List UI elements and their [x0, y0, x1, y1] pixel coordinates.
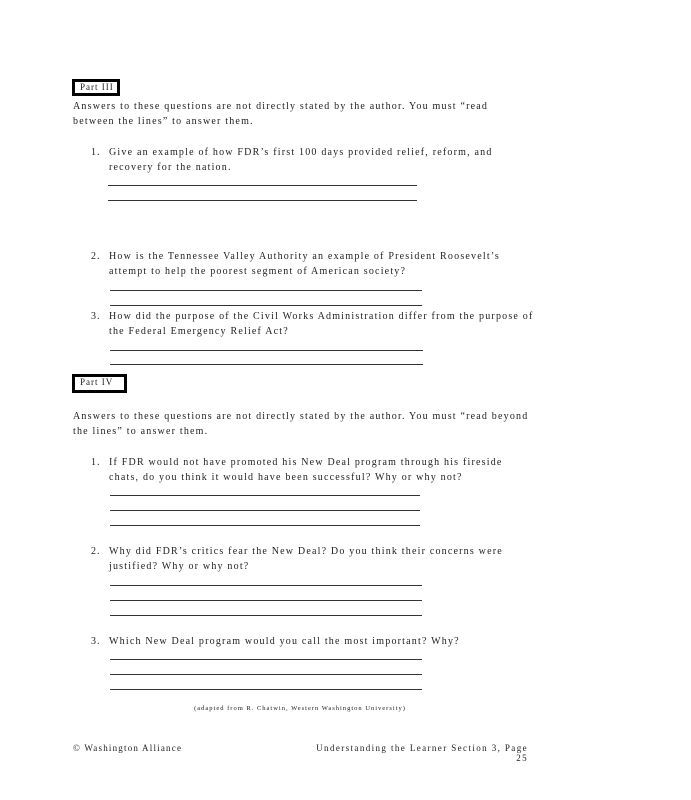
answer-line[interactable]: [110, 615, 422, 616]
answer-line[interactable]: [110, 495, 420, 496]
answer-line[interactable]: [110, 364, 423, 365]
part-iv-instructions: Answers to these questions are not directly stated by the author. You must “read beyond the lines” to answer them.: [73, 411, 529, 437]
part-iii-question-1-text: Give an example of how FDR’s first 100 days provided relief, reform, and recovery for the nation.: [109, 147, 493, 173]
part-iv-question-1-text: If FDR would not have promoted his New Deal program through his fireside chats, do you think it would have been successful? Why or why not?: [109, 457, 503, 483]
part-iv-question-2-number: 2.: [91, 546, 101, 557]
answer-line[interactable]: [110, 585, 422, 586]
part-iv-label: Part IV: [72, 374, 127, 393]
answer-line[interactable]: [110, 350, 423, 351]
answer-line[interactable]: [110, 290, 422, 291]
part-iii-question-3-text: How did the purpose of the Civil Works Administration differ from the purpose of the Federal Emergency Relief Act?: [109, 311, 534, 337]
part-iii-question-2-text: How is the Tennessee Valley Authority an example of President Roosevelt’s attempt to help the poorest segment of American society?: [109, 251, 500, 277]
part-iv-question-3-number: 3.: [91, 636, 101, 647]
source-credit: (adapted from R. Chatwin, Western Washington University): [194, 705, 406, 712]
part-iv-question-1-number: 1.: [91, 457, 101, 468]
footer-page-info: Understanding the Learner Section 3, Page 25: [316, 743, 528, 763]
answer-line[interactable]: [108, 185, 417, 186]
part-iv-question-3-text: Which New Deal program would you call the most important? Why?: [109, 636, 460, 647]
answer-line[interactable]: [110, 689, 422, 690]
part-iv-question-2-text: Why did FDR’s critics fear the New Deal? Do you think their concerns were justified? Why or why not?: [109, 546, 503, 572]
footer-copyright: © Washington Alliance: [73, 743, 183, 753]
answer-line[interactable]: [110, 525, 420, 526]
part-iii-question-1-number: 1.: [91, 147, 101, 158]
answer-line[interactable]: [110, 659, 422, 660]
part-iii-question-2-number: 2.: [91, 251, 101, 262]
answer-line[interactable]: [110, 305, 422, 306]
part-iii-instructions: Answers to these questions are not directly stated by the author. You must “read between the lines” to answer them.: [73, 101, 489, 127]
part-iii-label: Part III: [72, 79, 120, 96]
answer-line[interactable]: [110, 510, 420, 511]
part-iii-question-3-number: 3.: [91, 311, 101, 322]
answer-line[interactable]: [110, 674, 422, 675]
answer-line[interactable]: [108, 200, 417, 201]
answer-line[interactable]: [110, 600, 422, 601]
